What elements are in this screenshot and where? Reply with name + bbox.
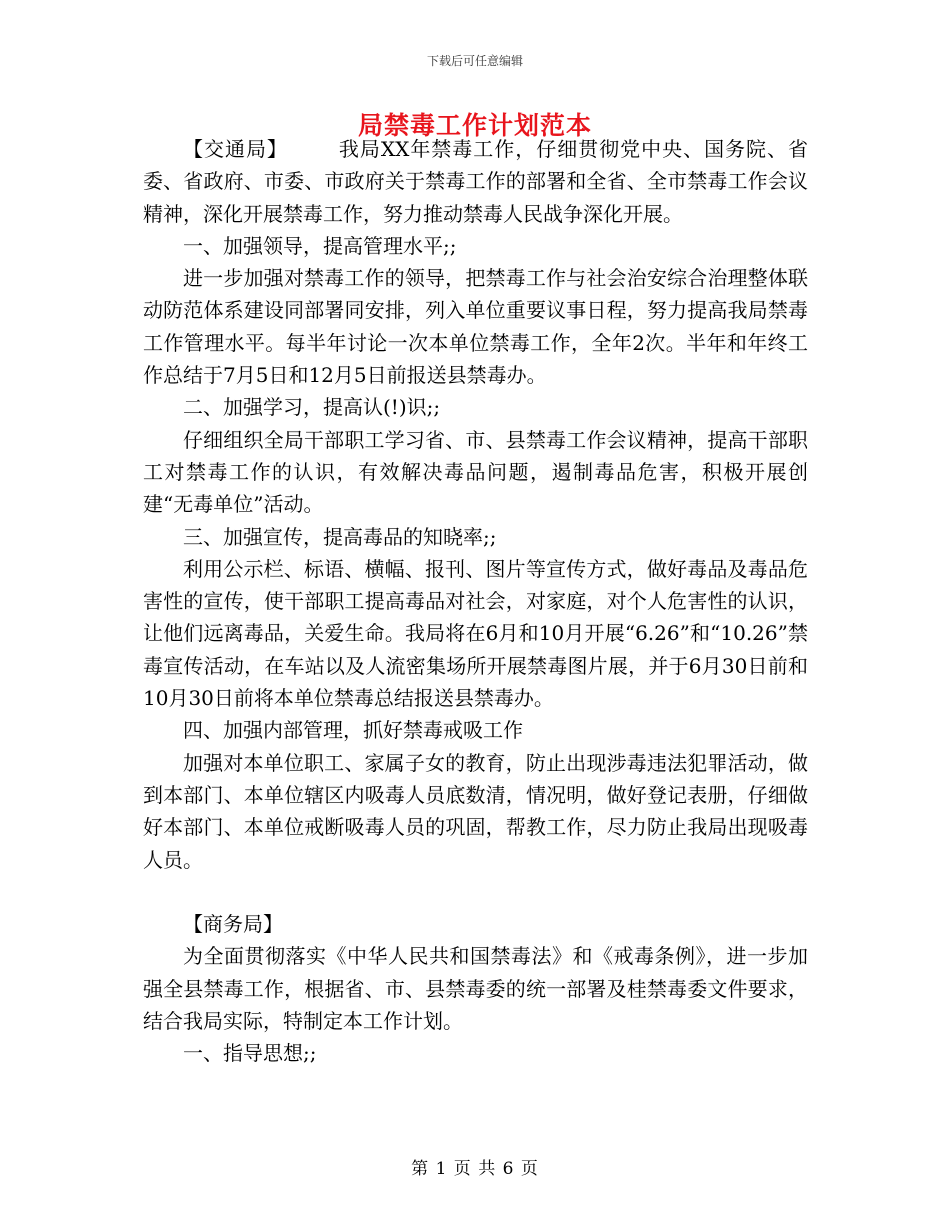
section-tag-2: 【商务局】: [183, 912, 283, 937]
heading-3: 三、加强宣传，提高毒品的知晓率;;: [183, 524, 497, 549]
section-2-intro: 为全面贯彻落实《中华人民共和国禁毒法》和《戒毒条例》，进一步加强全县禁毒工作，根据省、市、县禁毒委的统一部署及桂禁毒委文件要求，结合我局实际，特制定本工作计划。: [143, 944, 808, 1034]
heading-1: 一、加强领导，提高管理水平;;: [183, 233, 457, 258]
document-title: 局禁毒工作计划范本: [357, 111, 592, 140]
section-intro-paragraph: [143, 133, 808, 230]
paragraph-1: 进一步加强对禁毒工作的领导，把禁毒工作与社会治安综合治理整体联动防范体系建设同部署同安排，列入单位重要议事日程，努力提高我局禁毒工作管理水平。每半年讨论一次本单位禁毒工作，全年2次。半年和年终工作总结于7月5日和12月5日前报送县禁毒办。: [143, 266, 808, 388]
paragraph-4: 加强对本单位职工、家属子女的教育，防止出现涉毒违法犯罪活动，做到本部门、本单位辖区内吸毒人员底数清，情况明，做好登记表册，仔细做好本部门、本单位戒断吸毒人员的巩固，帮教工作，尽力防止我局出现吸毒人员。: [143, 750, 808, 872]
blank-line: [143, 876, 808, 908]
document-body: [143, 133, 808, 1070]
section-2-heading-1: 一、指导思想;;: [183, 1041, 317, 1066]
page-header-note: 下载后可任意编辑: [426, 54, 523, 68]
paragraph-3: 利用公示栏、标语、横幅、报刊、图片等宣传方式，做好毒品及毒品危害性的宣传，使干部职工提高毒品对社会，对家庭，对个人危害性的认识，让他们远离毒品，关爱生命。我局将在6月和10月开展“6.26”和“10.26”禁毒宣传活动，在车站以及人流密集场所开展禁毒图片展，并于6月30日前和10月30日前将本单位禁毒总结报送县禁毒办。: [143, 556, 808, 711]
section-tag: 【交通局】: [183, 137, 288, 161]
heading-4: 四、加强内部管理，抓好禁毒戒吸工作: [183, 718, 523, 743]
heading-2: 二、加强学习，提高认(!)识;;: [183, 395, 441, 420]
paragraph-2: 仔细组织全局干部职工学习省、市、县禁毒工作会议精神，提高干部职工对禁毒工作的认识，有效解决毒品问题，遏制毒品危害，积极开展创建“无毒单位”活动。: [143, 427, 808, 517]
intro-text: 我局XX年禁毒工作，仔细贯彻党中央、国务院、省委、省政府、市委、市政府关于禁毒工作的部署和全省、全市禁毒工作会议精神，深化开展禁毒工作，努力推动禁毒人民战争深化开展。: [143, 137, 809, 226]
page-number: 第 1 页 共 6 页: [411, 1159, 539, 1179]
